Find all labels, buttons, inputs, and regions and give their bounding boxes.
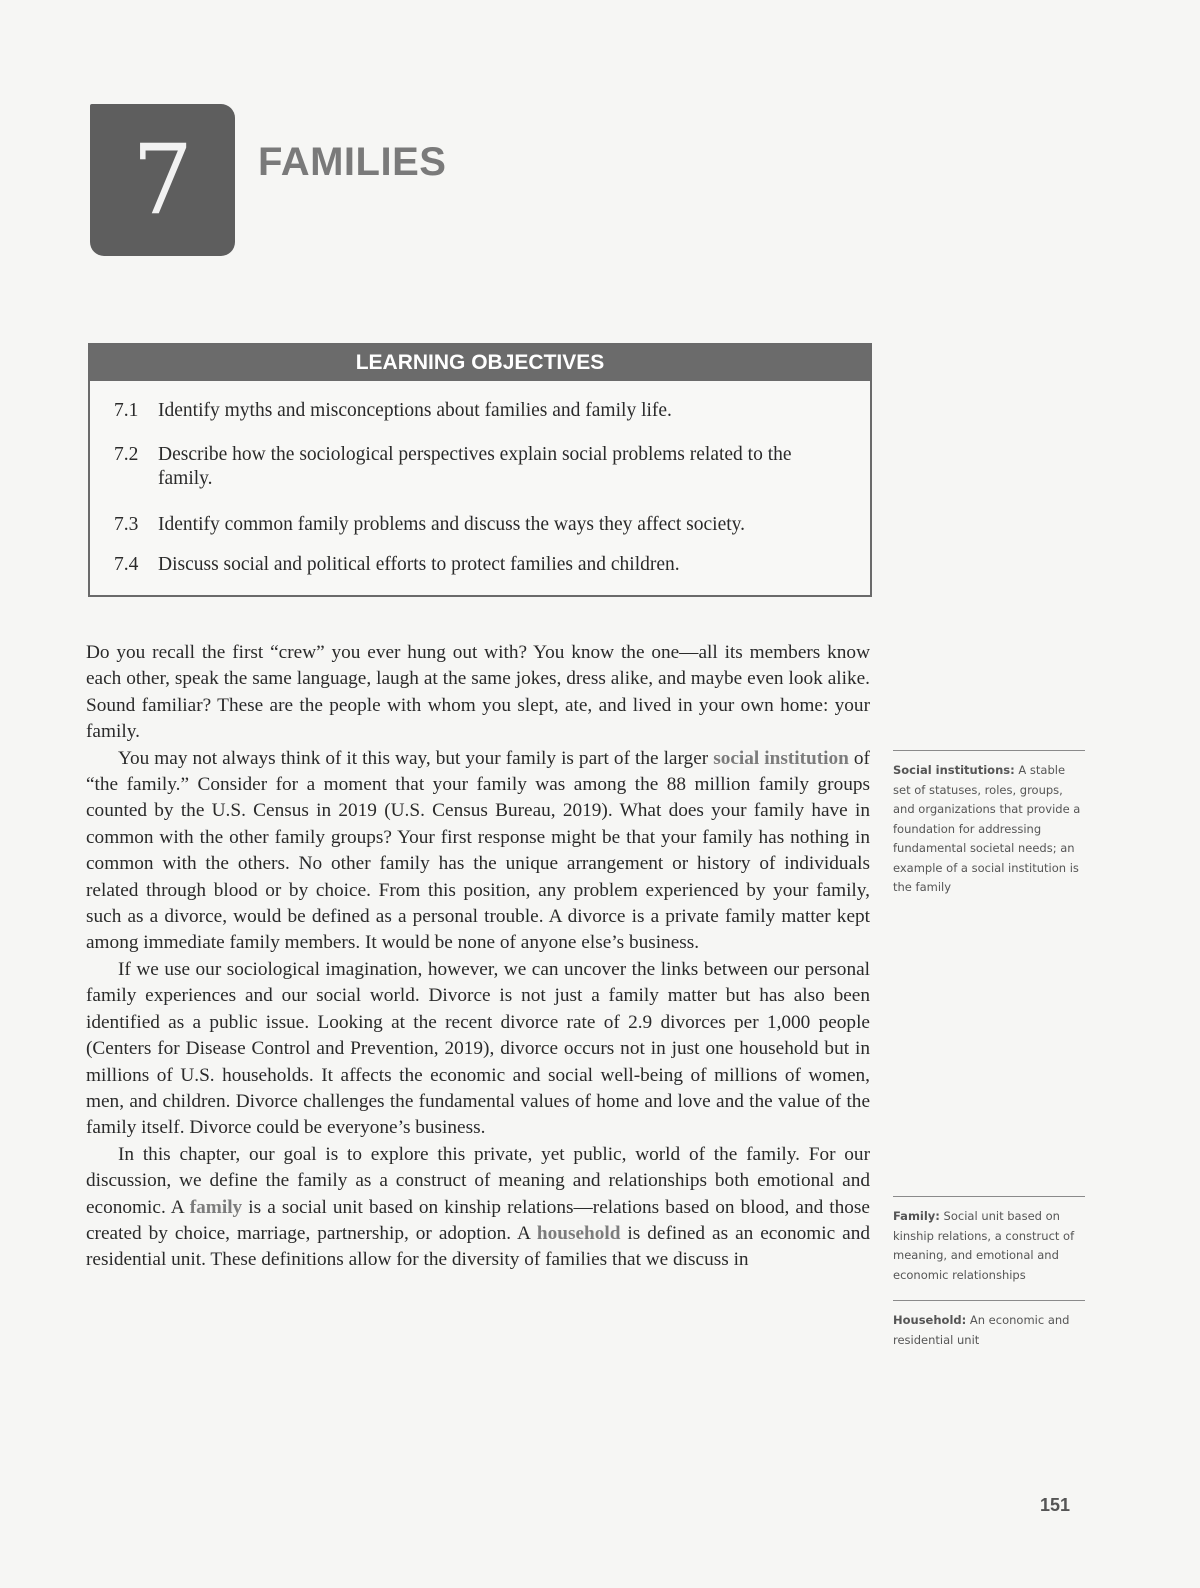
- body-paragraph-1: Do you recall the first “crew” you ever hung out with? You know the one—all its members know each other, speak the same language, laugh at the same jokes, dress alike, and maybe even look alike. Sound familiar? These are the people with whom you slept, ate, and lived in your own home: your family.: [86, 642, 870, 743]
- body-text: [86, 640, 870, 1274]
- body-paragraph-3: If we use our sociological imagination, however, we can uncover the links between our personal family experiences and our social world. Divorce is not just a family matter but has also been identified as a public issue. Looking at the recent divorce rate of 2.9 divorces per 1,000 people (Centers for Disease Control and Prevention, 2019), divorce occurs not in just one household but in millions of U.S. households. It affects the economic and social well-being of millions of women, men, and children. Divorce challenges the fundamental values of home and love and the value of the family itself. Divorce could be everyone’s business.: [86, 958, 870, 1139]
- learning-objectives-box: [88, 343, 872, 597]
- margin-divider: [893, 750, 1085, 751]
- margin-term: Family:: [893, 1209, 940, 1223]
- chapter-title: FAMILIES: [258, 140, 447, 184]
- objective-text: Identify myths and misconceptions about families and family life.: [158, 400, 672, 421]
- objective-number: 7.4: [114, 554, 139, 575]
- term-family: family: [189, 1196, 243, 1218]
- learning-objectives-header: LEARNING OBJECTIVES: [90, 345, 870, 381]
- margin-note-family: [893, 1196, 1085, 1285]
- margin-divider: [893, 1300, 1085, 1301]
- margin-term: Household:: [893, 1313, 967, 1327]
- objective-item: [114, 553, 834, 577]
- margin-definition: A stable set of statuses, roles, groups, and organizations that provide a foundation for addressing fundamental societal needs; an example of a social institution is the family: [893, 763, 1081, 894]
- margin-note-social-institutions: [893, 750, 1085, 898]
- objective-text: Identify common family problems and discuss the ways they affect society.: [158, 514, 746, 535]
- objective-item: [114, 443, 804, 491]
- objective-item: [114, 399, 834, 423]
- margin-definition: An economic and residential unit: [893, 1313, 1070, 1347]
- margin-divider: [893, 1196, 1085, 1197]
- term-social-institution: social institution: [713, 747, 849, 769]
- body-paragraph-4: In this chapter, our goal is to explore this private, yet public, world of the family. For our discussion, we define the family as a construct of meaning and relationships both emotional and economic. A family is a social unit based on kinship relations—relations based on blood, and those created by choice, marriage, partnership, or adoption. A household is defined as an economic and residential unit. These definitions allow for the diversity of families that we discuss in: [86, 1143, 870, 1271]
- chapter-number-box: [90, 104, 235, 256]
- objective-number: 7.1: [114, 400, 139, 421]
- margin-definition: Social unit based on kinship relations, a construct of meaning, and emotional and economic relationships: [893, 1209, 1075, 1282]
- margin-term: Social institutions:: [893, 763, 1015, 777]
- objective-text: Discuss social and political efforts to protect families and children.: [158, 554, 680, 575]
- page-number: 151: [1040, 1495, 1071, 1515]
- chapter-number: 7: [131, 124, 194, 236]
- objective-number: 7.3: [114, 514, 139, 535]
- objective-number: 7.2: [114, 444, 139, 465]
- margin-note-household: [893, 1300, 1085, 1350]
- body-paragraph-2: You may not always think of it this way, but your family is part of the larger social institution of “the family.” Consider for a moment that your family was among the 88 million family groups counted by the U.S. Census in 2019 (U.S. Census Bureau, 2019). What does your family have in common with the other family groups? Your first response might be that your family has nothing in common with the others. No other family has the unique arrangement or history of individuals related through blood or by choice. From this position, any problem experienced by your family, such as a divorce, would be defined as a personal trouble. A divorce is a private family matter kept among immediate family members. It would be none of anyone else’s business.: [86, 747, 870, 954]
- term-household: household: [536, 1222, 621, 1244]
- objective-text: Describe how the sociological perspectives explain social problems related to the family.: [158, 444, 792, 489]
- objective-item: [114, 513, 834, 537]
